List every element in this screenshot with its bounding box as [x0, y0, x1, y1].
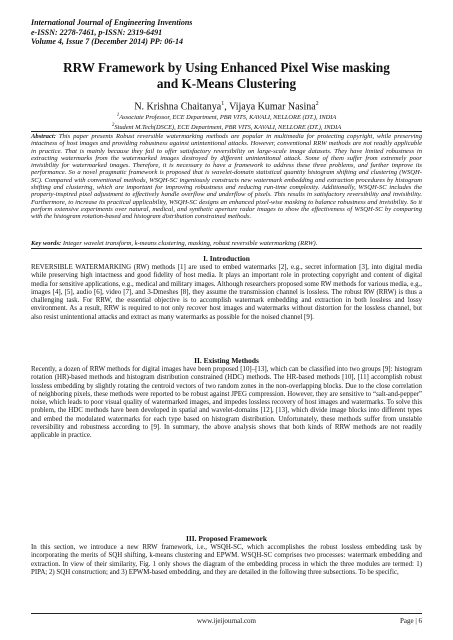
section-existing-methods-title: II. Existing Methods [194, 356, 259, 365]
section-existing-methods-text: Recently, a dozen of RRW methods for digital images have been proposed [10]–[13], which can be classified into two groups [9]: histogram rotation (HR)-based methods and histogram distribution constrained (HDC) methods. The HR-based methods [10], [11] accomplish robust lossless embedding by slightly rotating the centroid vectors of two random zones in the non-overlapping blocks. Due to the close correlation of neighboring pixels, these methods were reported to be robust against JPEG compression. However, they are sensitive to “salt-and-pepper” noise, which leads to poor visual quality of watermarked images, and impedes lossless recovery of host images and watermarks. To solve this problem, the HDC methods have been developed in spatial and wavelet-domains [12], [13], which divide image blocks into different types and embed the modulated watermarks for each type based on histogram distribution. Unfortunately, these methods suffer from unstable reversibility and robustness according to [9]. In summary, the above analysis shows that both kinds of RRW methods are not readily applicable in practice. [31, 366, 422, 439]
keywords-text: Integer wavelet transform, k-means clustering, masking, robust reversible watermarking (RRW). [61, 240, 318, 247]
affiliation-2-sup: 2 [111, 123, 115, 129]
abstract [31, 133, 422, 221]
title-line-2: and K-Means Clustering [156, 76, 297, 91]
keywords-label: Key words: [31, 240, 62, 247]
author-1-sup: 1 [221, 101, 225, 107]
paper-title [31, 60, 422, 92]
section-introduction-text: REVERSIBLE WATERMARKING (RW) methods [1] are used to embed watermarks [2], e.g., secret information [3], into digital media while preserving high intactness and good fidelity of host media. It plays an important role in protecting copyright and content of digital media for sensitive applications, e.g., medical and military images. Although researchers proposed some RW methods for various media, e.g., images [4], [5], audio [6], video [7], and 3-Dmeshes [8], they assume the transmission channel is lossless. The robust RW (RRW) is thus a challenging task. For RRW, the essential objective is to accomplish watermark embedding and extraction in both lossless and lossy environment. As a result, RRW is required to not only recover host images and watermarks without distortion for the lossless channel, but also resist unintentional attacks and extract as many watermarks as possible for the noised channel [9]. [31, 264, 422, 321]
author-1: N. Krishna Chaitanya [134, 101, 222, 113]
affiliation-1-text: Associate Professor, ECE Department, PBR VITS, KAVALI, NELLORE (DT.), INDIA [119, 114, 337, 122]
affiliation-2-text: Student M.Tech(DSCE), ECE Department, PBR VITS, KAVALI, NELLORE (DT.), INDIA [114, 124, 342, 132]
author-separator: , [224, 101, 230, 113]
section-proposed-framework-text: In this section, we introduce a new RRW framework, i.e., WSQH-SC, which accomplishes the robust lossless embedding task by incorporating the merits of SQH shifting, k-means clustering and EPWM. WSQH-SC comprises two processes: watermark embedding and extraction. In view of their similarity, Fig. 1 only shows the diagram of the embedding process in which the three modules are termed: 1) PIPA; 2) SQH construction; and 3) EPWM-based embedding, and they are detailed in the following three subsections. To be specific, [31, 544, 422, 576]
footer-page-number: Page | 6 [399, 617, 422, 625]
author-2-sup: 2 [315, 101, 319, 107]
journal-header [31, 18, 391, 47]
title-line-1: RRW Framework by Using Enhanced Pixel Wise masking [63, 60, 390, 75]
section-introduction-title: I. Introduction [203, 254, 250, 263]
abstract-label: Abstract: [31, 133, 56, 140]
footer-url[interactable]: www.ijeijournal.com [196, 617, 257, 625]
journal-volume: Volume 4, Issue 7 (December 2014) PP: 06-14 [31, 37, 183, 46]
journal-name: International Journal of Engineering Inventions [31, 18, 193, 27]
footer-rule [31, 613, 422, 614]
section-proposed-framework-title: III. Proposed Framework [186, 534, 267, 543]
affiliations [31, 112, 422, 133]
author-2: Vijaya Kumar Nasina [229, 101, 316, 113]
affiliation-1-sup: 1 [116, 113, 120, 118]
affiliation-1 [31, 112, 422, 122]
keywords [31, 240, 422, 248]
journal-issn: e-ISSN: 2278-7461, p-ISSN: 2319-6491 [31, 27, 163, 37]
abstract-text: This paper presents Robust reversible watermarking methods are popular in multimedia for protecting copyright, while preserving intactness of host images and providing robustness against unintentional attacks. However, conventional RRW methods are not readily applicable in practice. That is mainly because they fail to offer satisfactory reversibility on large-scale image datasets. They have limited robustness in extracting watermarks from the watermarked images destroyed by different unintentional attack. Some of them suffer from extremely poor invisibility for watermarked images. Therefore, it is necessary to have a framework to address these three problems, and further improve its performance. So a novel pragmatic framework is proposed that is wavelet-domain statistical quantity histogram shifting and clustering (WSQH-SC). Compared with conventional methods, WSQH-SC ingeniously constructs new watermark embedding and extraction procedures by histogram shifting and clustering, which are important for improving robustness and reducing run-time complexity. Additionally, WSQH-SC includes the property-inspired pixel adjustment to effectively handle overflow and underflow of pixels. This results in satisfactory reversibility and invisibility. Furthermore, to increase its practical applicability, WSQH-SC designs an enhanced pixel-wise masking to balance robustness and invisibility. So it perform extensive experiments over natural, medical, and synthetic aperture radar images to show the effectiveness of WSQH-SC by comparing with the histogram rotation-based and histogram distribution constrained methods. [31, 133, 422, 221]
